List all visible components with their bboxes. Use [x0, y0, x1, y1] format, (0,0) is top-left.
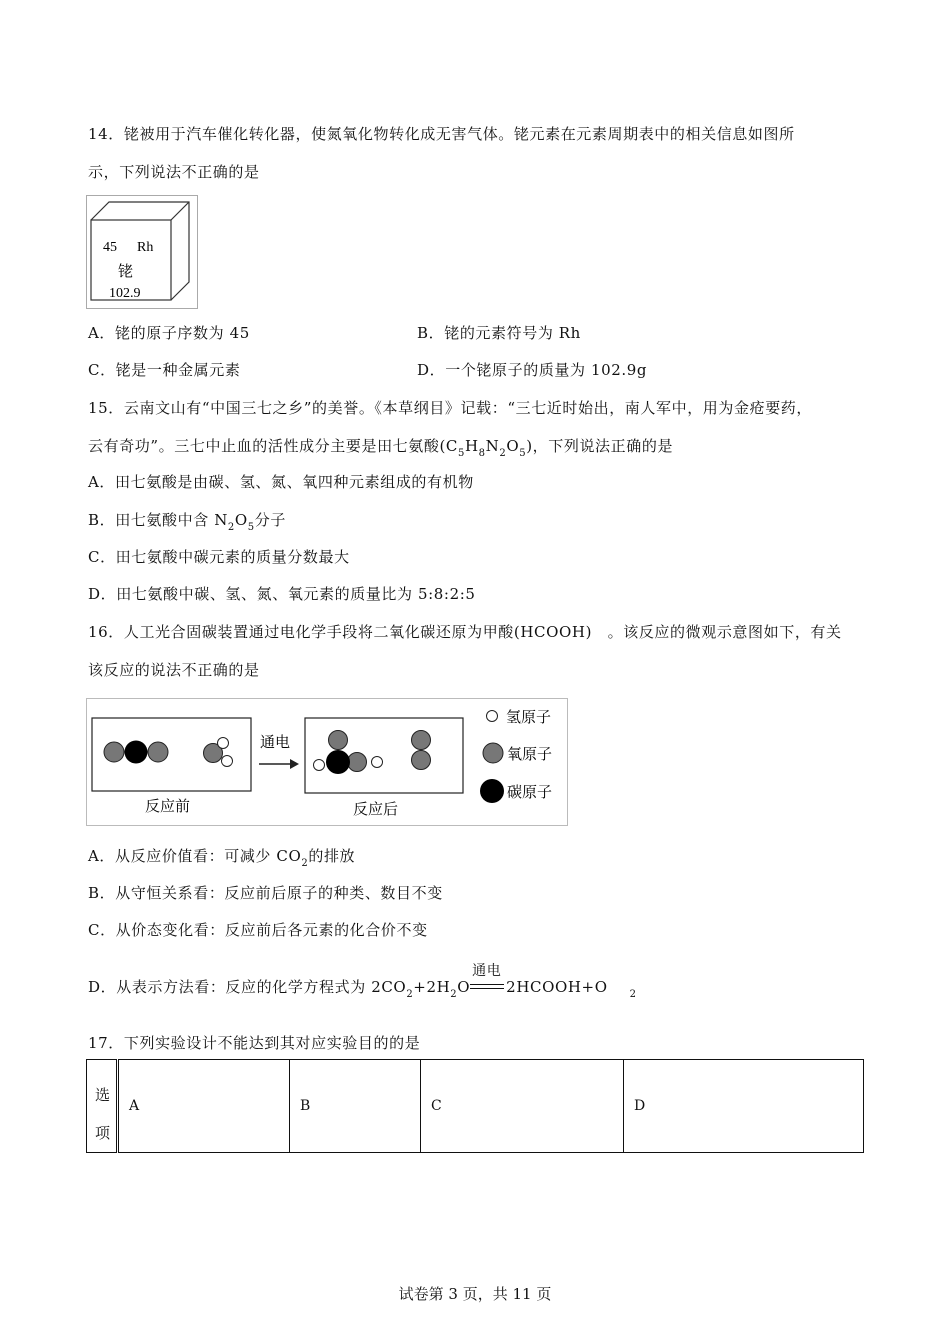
table-col-a: A [118, 1060, 290, 1153]
q15-stem-line2: 云有奇功”。三七中止血的活性成分主要是田七氨酸$(C_5H_8N_2O_5)$，下列说法正确的是 [88, 437, 674, 459]
reaction-condition: 通电 [470, 977, 506, 997]
q16-option-d: D．从表示方法看：反应的化学方程式为 $2CO_2+2H_2O$ 通电 2HCOOH+O $_2$ [88, 963, 637, 1000]
carbon-atom-icon [480, 779, 504, 803]
hydrogen-atom-icon [487, 711, 498, 722]
table-col-c: C [421, 1060, 624, 1153]
q17-options-table [86, 1059, 864, 1153]
arrow-icon [290, 759, 299, 769]
q16-option-b: B．从守恒关系看：反应前后原子的种类、数目不变 [88, 884, 443, 902]
q16-option-a: A．从反应价值看：可减少 $CO_2$的排放 [88, 847, 356, 869]
q14-option-c: C．铑是一种金属元素 [88, 361, 241, 379]
legend-oxygen: 氧原子 [507, 745, 553, 763]
q16-stem-line2: 该反应的说法不正确的是 [88, 661, 260, 679]
q16-stem-line1: 16．人工光合固碳装置通过电化学手段将二氧化碳还原为甲酸(HCOOH) 。该反应的微观示意图如下，有关 [88, 623, 842, 641]
element-mass: 102.9 [109, 286, 141, 301]
after-label: 反应后 [353, 800, 399, 818]
q15-option-d: D．田七氨酸中碳、氢、氮、氧元素的质量比为 5:8:2:5 [88, 585, 476, 603]
co2-molecule-icon [104, 741, 168, 764]
q16-option-c: C．从价态变化看：反应前后各元素的化合价不变 [88, 921, 428, 939]
legend-carbon: 碳原子 [507, 783, 553, 801]
q14-option-d: D．一个铑原子的质量为 102.9g [417, 361, 648, 379]
table-col-d: D [624, 1060, 864, 1153]
arrow-condition: 通电 [260, 733, 291, 751]
q15-option-c: C．田七氨酸中碳元素的质量分数最大 [88, 548, 350, 566]
q14-stem-line2: 示，下列说法不正确的是 [88, 163, 260, 181]
oxygen-atom-icon [483, 743, 503, 763]
element-symbol: Rh [137, 240, 154, 255]
q15-option-a: A．田七氨酸是由碳、氢、氮、氧四种元素组成的有机物 [88, 473, 474, 491]
table-col-b: B [290, 1060, 421, 1153]
element-card-rhodium [86, 195, 198, 309]
q14-stem-line1: 14．铑被用于汽车催化转化器，使氮氧化物转化成无害气体。铑元素在元素周期表中的相关信息如图所 [88, 125, 795, 143]
table-head-cell: 选项 [87, 1060, 118, 1153]
q15-option-b: B．田七氨酸中含 $N_2O_5$分子 [88, 511, 286, 533]
before-label: 反应前 [145, 797, 191, 815]
element-name: 铑 [118, 262, 134, 280]
page-footer: 试卷第 3 页，共 11 页 [398, 1285, 552, 1303]
q15-stem-line1: 15．云南文山有“中国三七之乡”的美誉。《本草纲目》记载：“三七近时始出，南人军中，用为金疮要药， [88, 399, 812, 417]
q14-option-b: B．铑的元素符号为 Rh [417, 324, 581, 342]
q14-option-a: A．铑的原子序数为 45 [88, 324, 250, 342]
reaction-diagram [86, 698, 568, 826]
legend-hydrogen: 氢原子 [506, 708, 552, 726]
element-number: 45 [103, 240, 117, 255]
element-cube-icon [87, 196, 197, 308]
q17-stem: 17．下列实验设计不能达到其对应实验目的的是 [88, 1034, 421, 1052]
